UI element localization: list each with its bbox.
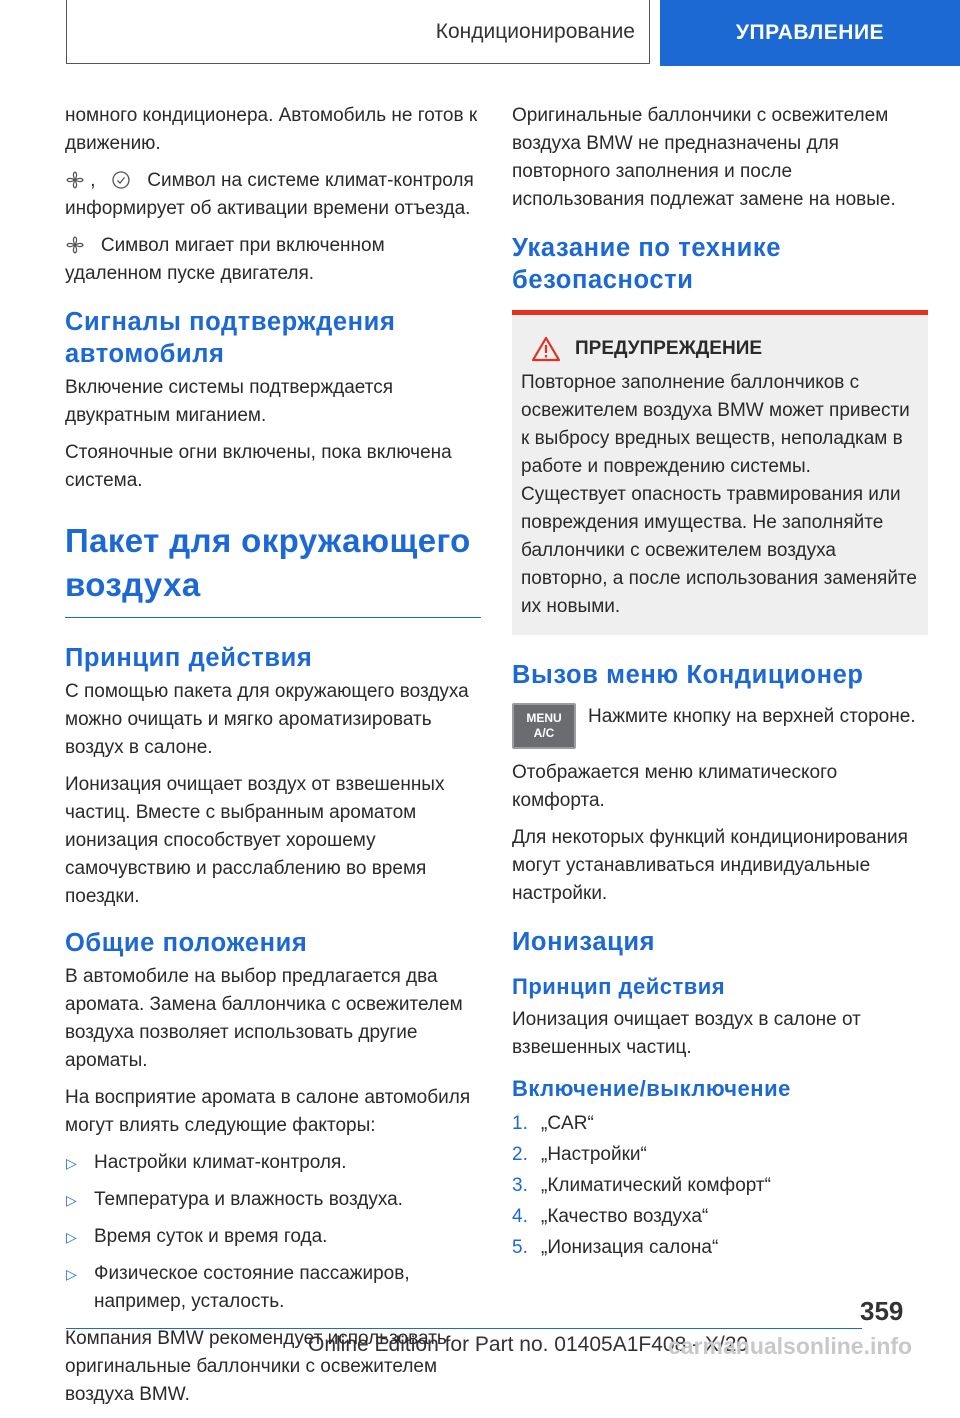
menu-instruction-text: Нажмите кнопку на верхней стороне. xyxy=(588,706,916,727)
paragraph-text: Символ на системе климат-контроля информирует об активации времени отъезда. xyxy=(65,170,474,219)
right-column xyxy=(512,102,928,1265)
steps-list xyxy=(512,1110,928,1262)
heading-principle: Принцип действия xyxy=(65,644,313,672)
warning-box xyxy=(512,310,928,635)
list-item: ▷ Время суток и время года. xyxy=(65,1223,481,1251)
header-chapter-tab xyxy=(660,0,960,66)
header-chapter-title: УПРАВЛЕНИЕ xyxy=(735,21,885,44)
footer-edition: Online Edition for Part no. 01405A1F408 - X/20 xyxy=(308,1333,749,1356)
list-item: 5. „Ионизация салона“ xyxy=(512,1237,719,1258)
heading-menu: Вызов меню Кондиционер xyxy=(512,661,864,689)
list-item: 1. „CAR“ xyxy=(512,1113,594,1134)
warning-title-row xyxy=(521,335,919,363)
list-item: 4. „Качество воздуха“ xyxy=(512,1206,709,1227)
bullet-triangle-icon: ▷ xyxy=(66,1266,77,1282)
watermark: carmanualsonline.info xyxy=(668,1333,913,1359)
menu-button-line1: MENU xyxy=(526,711,562,725)
header-section-tab xyxy=(66,0,650,64)
paragraph: На восприятие аромата в салоне автомобиля могут влиять следующие факторы: xyxy=(65,1087,471,1136)
header-section-title: Кондиционирование xyxy=(435,19,635,43)
heading-ionization: Ионизация xyxy=(512,928,656,956)
paragraph: В автомобиле на выбор предлагается два аромата. Замена баллончика с освежителем воздуха позволяет использовать другие ароматы. xyxy=(65,966,463,1071)
heading-package: Пакет для окружающего воздуха xyxy=(65,522,471,603)
list-item: ▷ Температура и влажность воздуха. xyxy=(65,1186,481,1214)
factor-list xyxy=(65,1149,481,1316)
menu-ac-button-icon xyxy=(512,703,576,749)
warning-triangle-icon xyxy=(531,336,561,362)
paragraph: Компания BMW рекомендует использовать оригинальные баллончики с освежителем воздуха BMW. xyxy=(65,1328,447,1405)
list-item: ▷ Настройки климат-контроля. xyxy=(65,1149,481,1177)
paragraph-icons xyxy=(65,167,481,223)
menu-instruction xyxy=(512,703,928,749)
fan-icon xyxy=(65,170,85,190)
paragraph: Стояночные огни включены, пока включена система. xyxy=(65,442,452,491)
heading-ion-principle: Принцип действия xyxy=(512,974,726,999)
bullet-triangle-icon: ▷ xyxy=(66,1192,77,1208)
paragraph: Оригинальные баллончики с освежителем воздуха BMW не предназначены для повторного заполнения и после использования подлежат замене на новые. xyxy=(512,105,896,210)
paragraph: Ионизация очищает воздух от взвешенных частиц. Вместе с выбранным ароматом ионизация способствует хорошему самочувствию и расслаблению во время поездки. xyxy=(65,774,445,907)
paragraph: номного кондиционера. Автомобиль не готов к движению. xyxy=(65,105,478,154)
footer-rule xyxy=(66,1328,862,1329)
section-rule xyxy=(65,617,481,618)
heading-safety: Указание по технике безопасности xyxy=(512,234,782,294)
paragraph: С помощью пакета для окружающего воздуха можно очищать и мягко ароматизировать воздух в салоне. xyxy=(65,681,469,758)
warning-text: Повторное заполнение баллончиков с освежителем воздуха BMW может привести к выбросу вредных веществ, неполадкам в работе и повреждению системы. Существует опасность травмирования или повреждения имущества. Не заполняйте баллончики с освежителем воздуха повторно, а после использования заменяйте их новыми. xyxy=(521,372,917,617)
paragraph-text: Символ мигает при включенном удаленном пуске двигателя. xyxy=(65,235,385,284)
icon-separator: , xyxy=(90,170,96,191)
list-item: 2. „Настройки“ xyxy=(512,1144,647,1165)
heading-signals: Сигналы подтверждения автомобиля xyxy=(65,308,396,368)
list-item: ▷ Физическое состояние пассажиров, например, усталость. xyxy=(65,1260,481,1316)
paragraph: Включение системы подтверждается двукратным миганием. xyxy=(65,377,394,426)
heading-onoff: Включение/выключение xyxy=(512,1076,791,1101)
fan-icon xyxy=(65,235,85,255)
paragraph: Отображается меню климатического комфорта. xyxy=(512,762,838,811)
bullet-triangle-icon: ▷ xyxy=(66,1155,77,1171)
paragraph: Для некоторых функций кондиционирования могут устанавливаться индивидуальные настройки. xyxy=(512,827,908,904)
menu-button-line2: A/C xyxy=(533,726,555,740)
paragraph: Ионизация очищает воздух в салоне от взвешенных частиц. xyxy=(512,1009,861,1058)
page-number: 359 xyxy=(860,1296,904,1326)
bullet-triangle-icon: ▷ xyxy=(66,1229,77,1245)
heading-general: Общие положения xyxy=(65,929,308,957)
clock-icon xyxy=(111,170,131,190)
paragraph-icons xyxy=(65,232,481,288)
warning-title: ПРЕДУПРЕЖДЕНИЕ xyxy=(575,338,763,359)
left-column xyxy=(65,102,481,1418)
list-item: 3. „Климатический комфорт“ xyxy=(512,1175,771,1196)
